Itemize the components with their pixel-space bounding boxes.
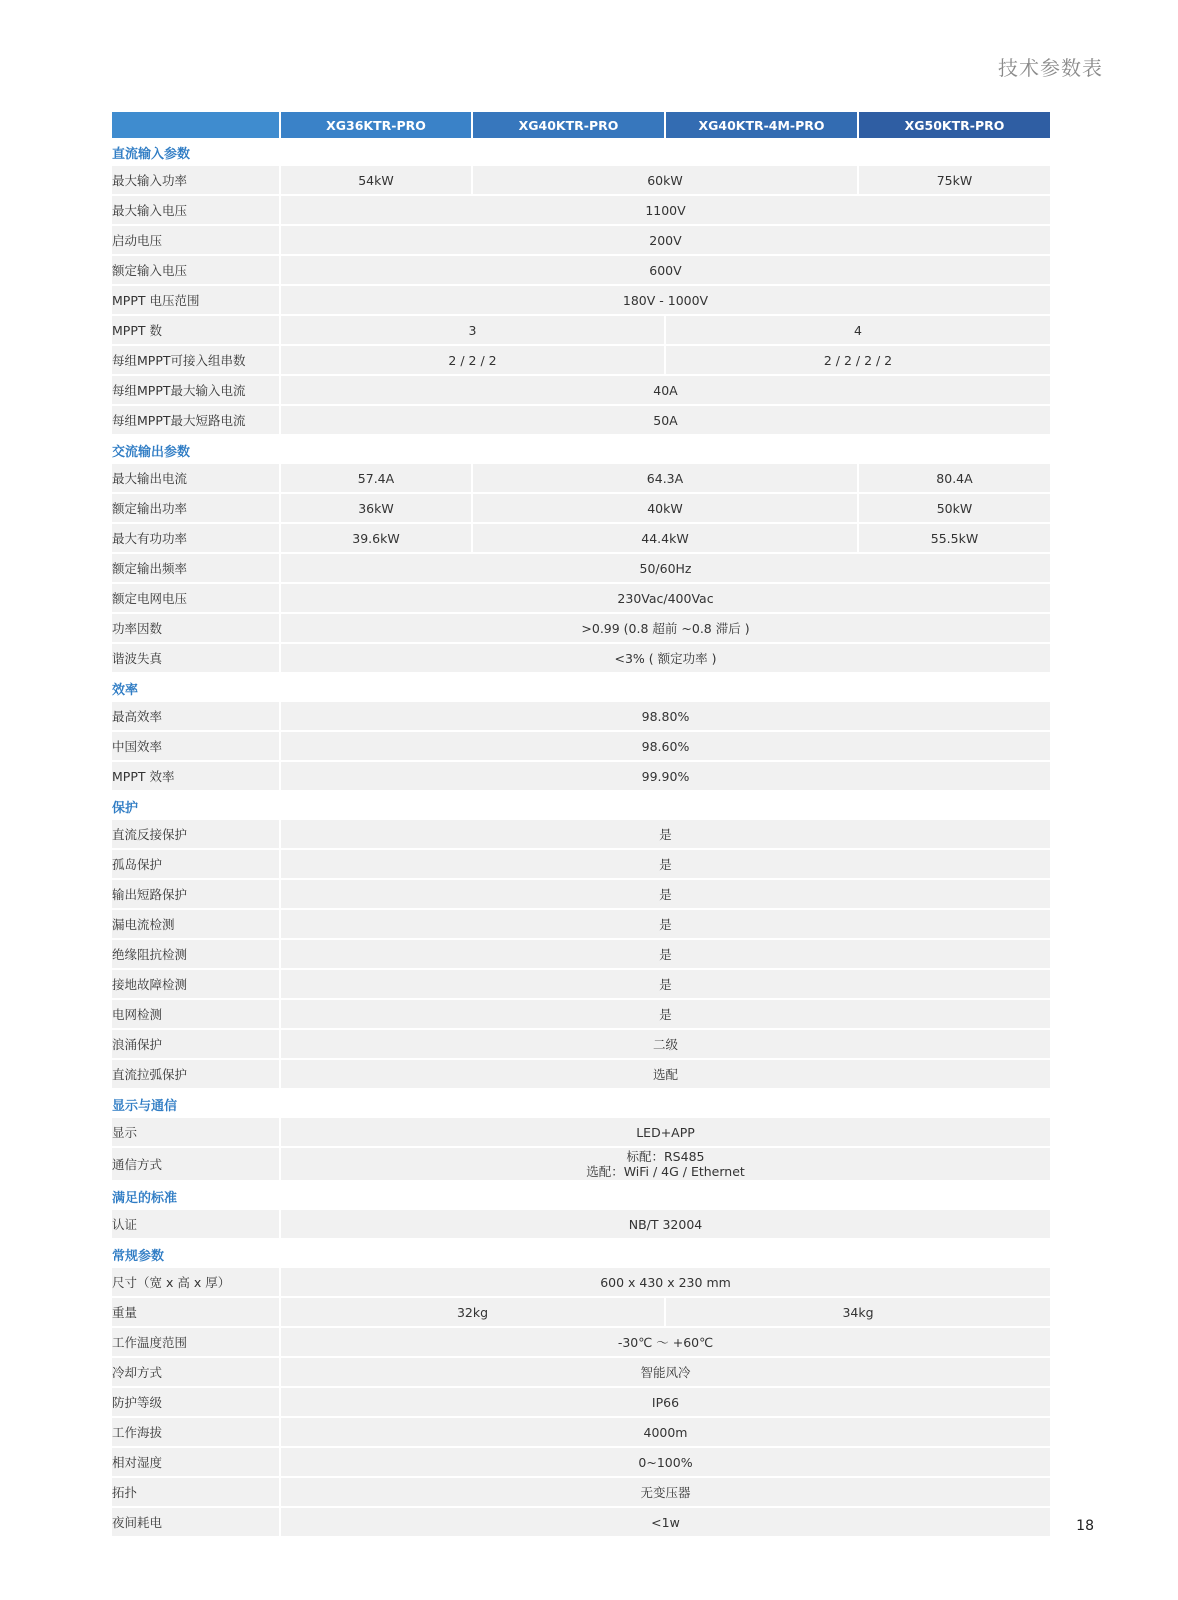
cell-value: IP66	[280, 1387, 1050, 1417]
row-label: 额定电网电压	[112, 583, 280, 613]
table-row	[112, 195, 1050, 225]
section-title: 直流输入参数	[112, 138, 1050, 166]
section-dc-input	[112, 138, 1050, 166]
cell-value: 40A	[280, 375, 1050, 405]
cell-value: 2 / 2 / 2 / 2	[665, 345, 1050, 375]
row-label: 最大输出电流	[112, 464, 280, 493]
cell-value: 是	[280, 909, 1050, 939]
section-title: 常规参数	[112, 1239, 1050, 1268]
table-row	[112, 1059, 1050, 1089]
cell-value: 选配	[280, 1059, 1050, 1089]
row-label: 谐波失真	[112, 643, 280, 673]
cell-value: <1w	[280, 1507, 1050, 1537]
table-row	[112, 493, 1050, 523]
cell-value: 2 / 2 / 2	[280, 345, 665, 375]
table-row	[112, 1118, 1050, 1147]
section-title: 显示与通信	[112, 1089, 1050, 1118]
cell-value: 75kW	[858, 166, 1050, 195]
table-row	[112, 583, 1050, 613]
cell-value: 57.4A	[280, 464, 472, 493]
section-title: 满足的标准	[112, 1181, 1050, 1210]
section-display-comm	[112, 1089, 1050, 1118]
section-title: 效率	[112, 673, 1050, 702]
row-label: 最高效率	[112, 702, 280, 731]
row-label: 额定输入电压	[112, 255, 280, 285]
table-row	[112, 909, 1050, 939]
table-row	[112, 1210, 1050, 1239]
cell-value: 55.5kW	[858, 523, 1050, 553]
cell-value: 80.4A	[858, 464, 1050, 493]
cell-value: NB/T 32004	[280, 1210, 1050, 1239]
row-label: 工作海拔	[112, 1417, 280, 1447]
comm-optional: 选配：WiFi / 4G / Ethernet	[586, 1164, 745, 1179]
row-label: 输出短路保护	[112, 879, 280, 909]
row-label: MPPT 电压范围	[112, 285, 280, 315]
cell-value: 230Vac/400Vac	[280, 583, 1050, 613]
row-label: 冷却方式	[112, 1357, 280, 1387]
cell-value: 200V	[280, 225, 1050, 255]
row-label: 接地故障检测	[112, 969, 280, 999]
row-label: 直流拉弧保护	[112, 1059, 280, 1089]
row-label: 孤岛保护	[112, 849, 280, 879]
page-number: 18	[1076, 1518, 1094, 1534]
row-label: 尺寸（宽 x 高 x 厚）	[112, 1268, 280, 1297]
cell-value: 600V	[280, 255, 1050, 285]
table-row	[112, 1447, 1050, 1477]
header-model-xg50ktr-pro: XG50KTR-PRO	[858, 112, 1050, 138]
row-label: 重量	[112, 1297, 280, 1327]
cell-value: 4	[665, 315, 1050, 345]
section-standards	[112, 1181, 1050, 1210]
cell-value: -30℃ ～ +60℃	[280, 1327, 1050, 1357]
section-efficiency	[112, 673, 1050, 702]
header-model-xg40ktr-4m-pro: XG40KTR-4M-PRO	[665, 112, 858, 138]
row-label: 中国效率	[112, 731, 280, 761]
page-title: 技术参数表	[998, 56, 1103, 80]
cell-value: 98.60%	[280, 731, 1050, 761]
cell-value: 3	[280, 315, 665, 345]
row-label: 额定输出频率	[112, 553, 280, 583]
table-row	[112, 375, 1050, 405]
section-protection	[112, 791, 1050, 820]
cell-value: 0~100%	[280, 1447, 1050, 1477]
cell-value: 50/60Hz	[280, 553, 1050, 583]
cell-value: 600 x 430 x 230 mm	[280, 1268, 1050, 1297]
table-row	[112, 969, 1050, 999]
row-label: 功率因数	[112, 613, 280, 643]
cell-value: 是	[280, 820, 1050, 849]
table-row	[112, 1477, 1050, 1507]
row-label: MPPT 数	[112, 315, 280, 345]
cell-value: LED+APP	[280, 1118, 1050, 1147]
comm-standard: 标配：RS485	[626, 1149, 705, 1164]
table-row	[112, 1327, 1050, 1357]
section-title: 保护	[112, 791, 1050, 820]
cell-value: 50kW	[858, 493, 1050, 523]
table-row	[112, 1417, 1050, 1447]
cell-value: 36kW	[280, 493, 472, 523]
table-row	[112, 939, 1050, 969]
cell-value: 无变压器	[280, 1477, 1050, 1507]
cell-value: 98.80%	[280, 702, 1050, 731]
cell-value: 39.6kW	[280, 523, 472, 553]
table-row	[112, 1268, 1050, 1297]
table-row	[112, 1147, 1050, 1181]
table-row	[112, 345, 1050, 375]
section-title: 交流输出参数	[112, 435, 1050, 464]
cell-value: 4000m	[280, 1417, 1050, 1447]
row-label: 浪涌保护	[112, 1029, 280, 1059]
table-row	[112, 1357, 1050, 1387]
cell-value: <3% ( 额定功率 )	[280, 643, 1050, 673]
cell-value: 是	[280, 939, 1050, 969]
cell-value: 是	[280, 849, 1050, 879]
table-row	[112, 405, 1050, 435]
cell-value: 34kg	[665, 1297, 1050, 1327]
table-row	[112, 285, 1050, 315]
table-row	[112, 255, 1050, 285]
row-label: 每组MPPT可接入组串数	[112, 345, 280, 375]
table-row	[112, 225, 1050, 255]
table-row	[112, 702, 1050, 731]
table-row	[112, 999, 1050, 1029]
row-label: 认证	[112, 1210, 280, 1239]
cell-value: 54kW	[280, 166, 472, 195]
row-label: 绝缘阻抗检测	[112, 939, 280, 969]
section-ac-output	[112, 435, 1050, 464]
row-label: 漏电流检测	[112, 909, 280, 939]
header-model-xg36ktr-pro: XG36KTR-PRO	[280, 112, 472, 138]
cell-value: 是	[280, 999, 1050, 1029]
table-row	[112, 166, 1050, 195]
row-label: 相对湿度	[112, 1447, 280, 1477]
cell-value: 180V - 1000V	[280, 285, 1050, 315]
cell-value: 是	[280, 969, 1050, 999]
cell-value: 99.90%	[280, 761, 1050, 791]
table-row	[112, 731, 1050, 761]
row-label: 直流反接保护	[112, 820, 280, 849]
row-label: 显示	[112, 1118, 280, 1147]
row-label: 最大有功功率	[112, 523, 280, 553]
table-row	[112, 1297, 1050, 1327]
spec-table	[112, 112, 1050, 1538]
row-label: 工作温度范围	[112, 1327, 280, 1357]
table-row	[112, 820, 1050, 849]
cell-value: 32kg	[280, 1297, 665, 1327]
table-row	[112, 315, 1050, 345]
table-row	[112, 1387, 1050, 1417]
table-row	[112, 553, 1050, 583]
cell-value-multiline	[280, 1147, 1050, 1181]
row-label: 通信方式	[112, 1147, 280, 1181]
row-label: 夜间耗电	[112, 1507, 280, 1537]
cell-value: >0.99 (0.8 超前 ~0.8 滞后 )	[280, 613, 1050, 643]
table-row	[112, 849, 1050, 879]
table-row	[112, 643, 1050, 673]
header-model-xg40ktr-pro: XG40KTR-PRO	[472, 112, 665, 138]
table-row	[112, 1507, 1050, 1537]
header-label-column	[112, 112, 280, 138]
table-row	[112, 523, 1050, 553]
cell-value: 60kW	[472, 166, 858, 195]
row-label: 每组MPPT最大短路电流	[112, 405, 280, 435]
cell-value: 40kW	[472, 493, 858, 523]
cell-value: 1100V	[280, 195, 1050, 225]
cell-value: 44.4kW	[472, 523, 858, 553]
cell-value: 二级	[280, 1029, 1050, 1059]
row-label: MPPT 效率	[112, 761, 280, 791]
cell-value: 是	[280, 879, 1050, 909]
row-label: 最大输入功率	[112, 166, 280, 195]
row-label: 启动电压	[112, 225, 280, 255]
table-row	[112, 761, 1050, 791]
table-row	[112, 879, 1050, 909]
cell-value: 50A	[280, 405, 1050, 435]
row-label: 拓扑	[112, 1477, 280, 1507]
cell-value: 64.3A	[472, 464, 858, 493]
table-header-row	[112, 112, 1050, 138]
table-row	[112, 1029, 1050, 1059]
row-label: 每组MPPT最大输入电流	[112, 375, 280, 405]
table-row	[112, 613, 1050, 643]
cell-value: 智能风冷	[280, 1357, 1050, 1387]
row-label: 额定输出功率	[112, 493, 280, 523]
row-label: 电网检测	[112, 999, 280, 1029]
table-row	[112, 464, 1050, 493]
row-label: 最大输入电压	[112, 195, 280, 225]
row-label: 防护等级	[112, 1387, 280, 1417]
section-general	[112, 1239, 1050, 1268]
